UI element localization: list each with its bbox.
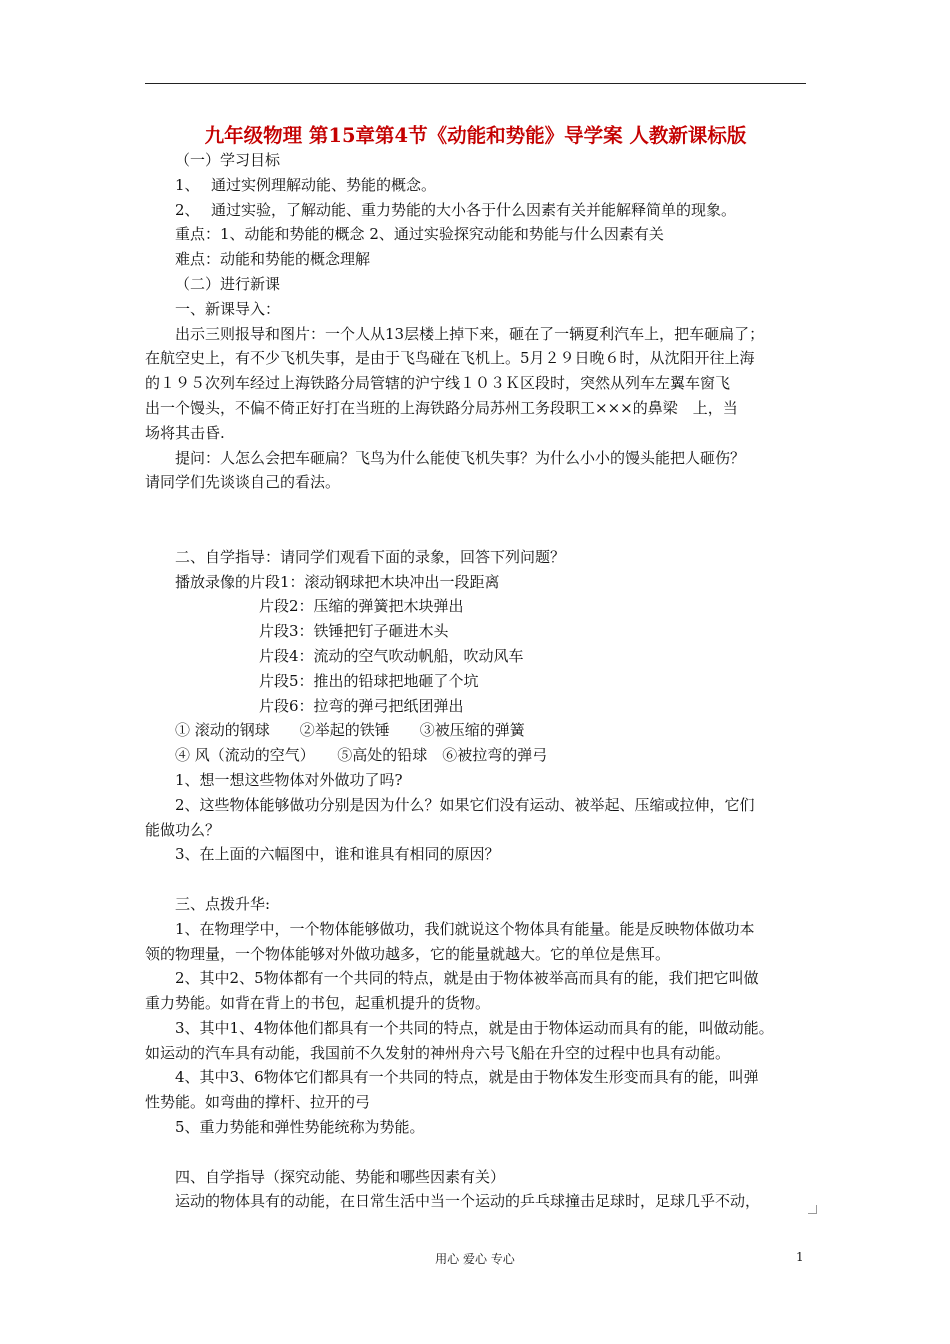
part1-heading: 一、新课导入：: [175, 299, 281, 318]
clip-line: 片段6：拉弯的弹弓把纸团弹出: [259, 696, 464, 715]
paragraph-line: 性势能。如弯曲的撑杆、拉开的弓: [145, 1093, 371, 1112]
page-number: 1: [796, 1250, 804, 1264]
section-heading-goals: （一）学习目标: [175, 151, 281, 169]
goal-item: [145, 198, 811, 223]
paragraph-line: 场将其击昏.: [145, 423, 225, 442]
question-line: 能做功么？: [145, 820, 221, 839]
question-line: 1、想一想这些物体对外做功了吗?: [175, 770, 403, 789]
part2-heading: 二、自学指导：请同学们观看下面的录象，回答下列问题？: [175, 547, 566, 566]
document-title: 九年级物理 第15章第4节《动能和势能》导学案 人教新课标版: [204, 124, 747, 147]
paragraph-line: 的１９５次列车经过上海铁路分局管辖的沪宁线１０３Ｋ区段时，突然从列车左翼车窗飞: [145, 374, 731, 393]
paragraph-line: 在航空史上，有不少飞机失事，是由于飞鸟碰在飞机上。5月２９日晚６时，从沈阳开往上海: [145, 349, 755, 368]
question-line: 3、在上面的六幅图中，谁和谁具有相同的原因？: [175, 845, 500, 864]
goal-number: 2、: [175, 200, 200, 219]
paragraph-line: 重力势能。如背在背上的书包，起重机提升的货物。: [145, 994, 491, 1013]
clip-line: 片段2：压缩的弹簧把木块弹出: [259, 597, 464, 616]
question-line: 提问：人怎么会把车砸扁？飞鸟为什么能使飞机失事？为什么小小的馒头能把人砸伤？: [175, 448, 746, 467]
paragraph-line: 出示三则报导和图片：一个人从13层楼上掉下来，砸在了一辆夏利汽车上，把车砸扁了；: [175, 324, 765, 343]
paragraph-line: 运动的物体具有的动能，在日常生活中当一个运动的乒乓球撞击足球时，足球几乎不动，: [175, 1192, 761, 1211]
footer-motto: 用心 爱心 专心: [435, 1252, 515, 1266]
objects-row: ① 滚动的钢球 ②举起的铁锤 ③被压缩的弹簧: [175, 721, 525, 740]
section-heading-new-lesson: （二）进行新课: [175, 274, 281, 293]
objects-row: ④ 风（流动的空气） ⑤高处的铅球 ⑥被拉弯的弹弓: [175, 746, 548, 765]
goal-item: [145, 173, 811, 198]
paragraph-line: 出一个馒头，不偏不倚正好打在当班的上海铁路分局苏州工务段职工×××的鼻梁 上，当: [145, 398, 738, 417]
blank-space: [145, 495, 811, 545]
clip-line: 播放录像的片段1：滚动钢球把木块冲出一段距离: [175, 572, 500, 591]
document-body: [145, 148, 811, 1214]
part4-heading: 四、自学指导（探究动能、势能和哪些因素有关）: [175, 1167, 506, 1186]
clip-line: 片段3：铁锤把钉子砸进木头: [259, 622, 449, 641]
goal-text: 通过实例理解动能、势能的概念。: [211, 175, 437, 194]
blank-space: [145, 867, 811, 892]
paragraph-line: 5、重力势能和弹性势能统称为势能。: [175, 1118, 425, 1137]
clip-line: 片段4：流动的空气吹动帆船，吹动风车: [259, 646, 524, 665]
paragraph-line: 3、其中1、4物体他们都具有一个共同的特点，就是由于物体运动而具有的能，叫做动能。: [175, 1018, 774, 1037]
goal-text: 通过实验，了解动能、重力势能的大小各于什么因素有关并能解释简单的现象。: [211, 200, 737, 219]
blank-space: [145, 1140, 811, 1165]
question-line: 2、这些物体能够做功分别是因为什么？如果它们没有运动、被举起、压缩或拉伸，它们: [175, 795, 755, 814]
question-line: 请同学们先谈谈自己的看法。: [145, 473, 341, 492]
paragraph-line: 4、其中3、6物体它们都具有一个共同的特点，就是由于物体发生形变而具有的能，叫弹: [175, 1068, 759, 1087]
paragraph-line: 1、在物理学中，一个物体能够做功，我们就说这个物体具有能量。能是反映物体做功本: [175, 919, 755, 938]
paragraph-line: 2、其中2、5物体都有一个共同的特点，就是由于物体被举高而具有的能，我们把它叫做: [175, 969, 759, 988]
key-points: 重点：1、动能和势能的概念 2、通过实验探究动能和势能与什么因素有关: [175, 225, 664, 244]
paragraph-line: 如运动的汽车具有动能，我国前不久发射的神州舟六号飞船在升空的过程中也具有动能。: [145, 1043, 731, 1062]
page-corner-mark: [808, 1205, 817, 1214]
goal-number: 1、: [175, 175, 200, 194]
header-rule: [145, 83, 806, 84]
part3-heading: 三、点拨升华:: [175, 894, 271, 913]
difficulty: 难点：动能和势能的概念理解: [175, 250, 371, 269]
clip-line: 片段5：推出的铅球把地砸了个坑: [259, 671, 479, 690]
paragraph-line: 领的物理量，一个物体能够对外做功越多，它的能量就越大。它的单位是焦耳。: [145, 944, 671, 963]
